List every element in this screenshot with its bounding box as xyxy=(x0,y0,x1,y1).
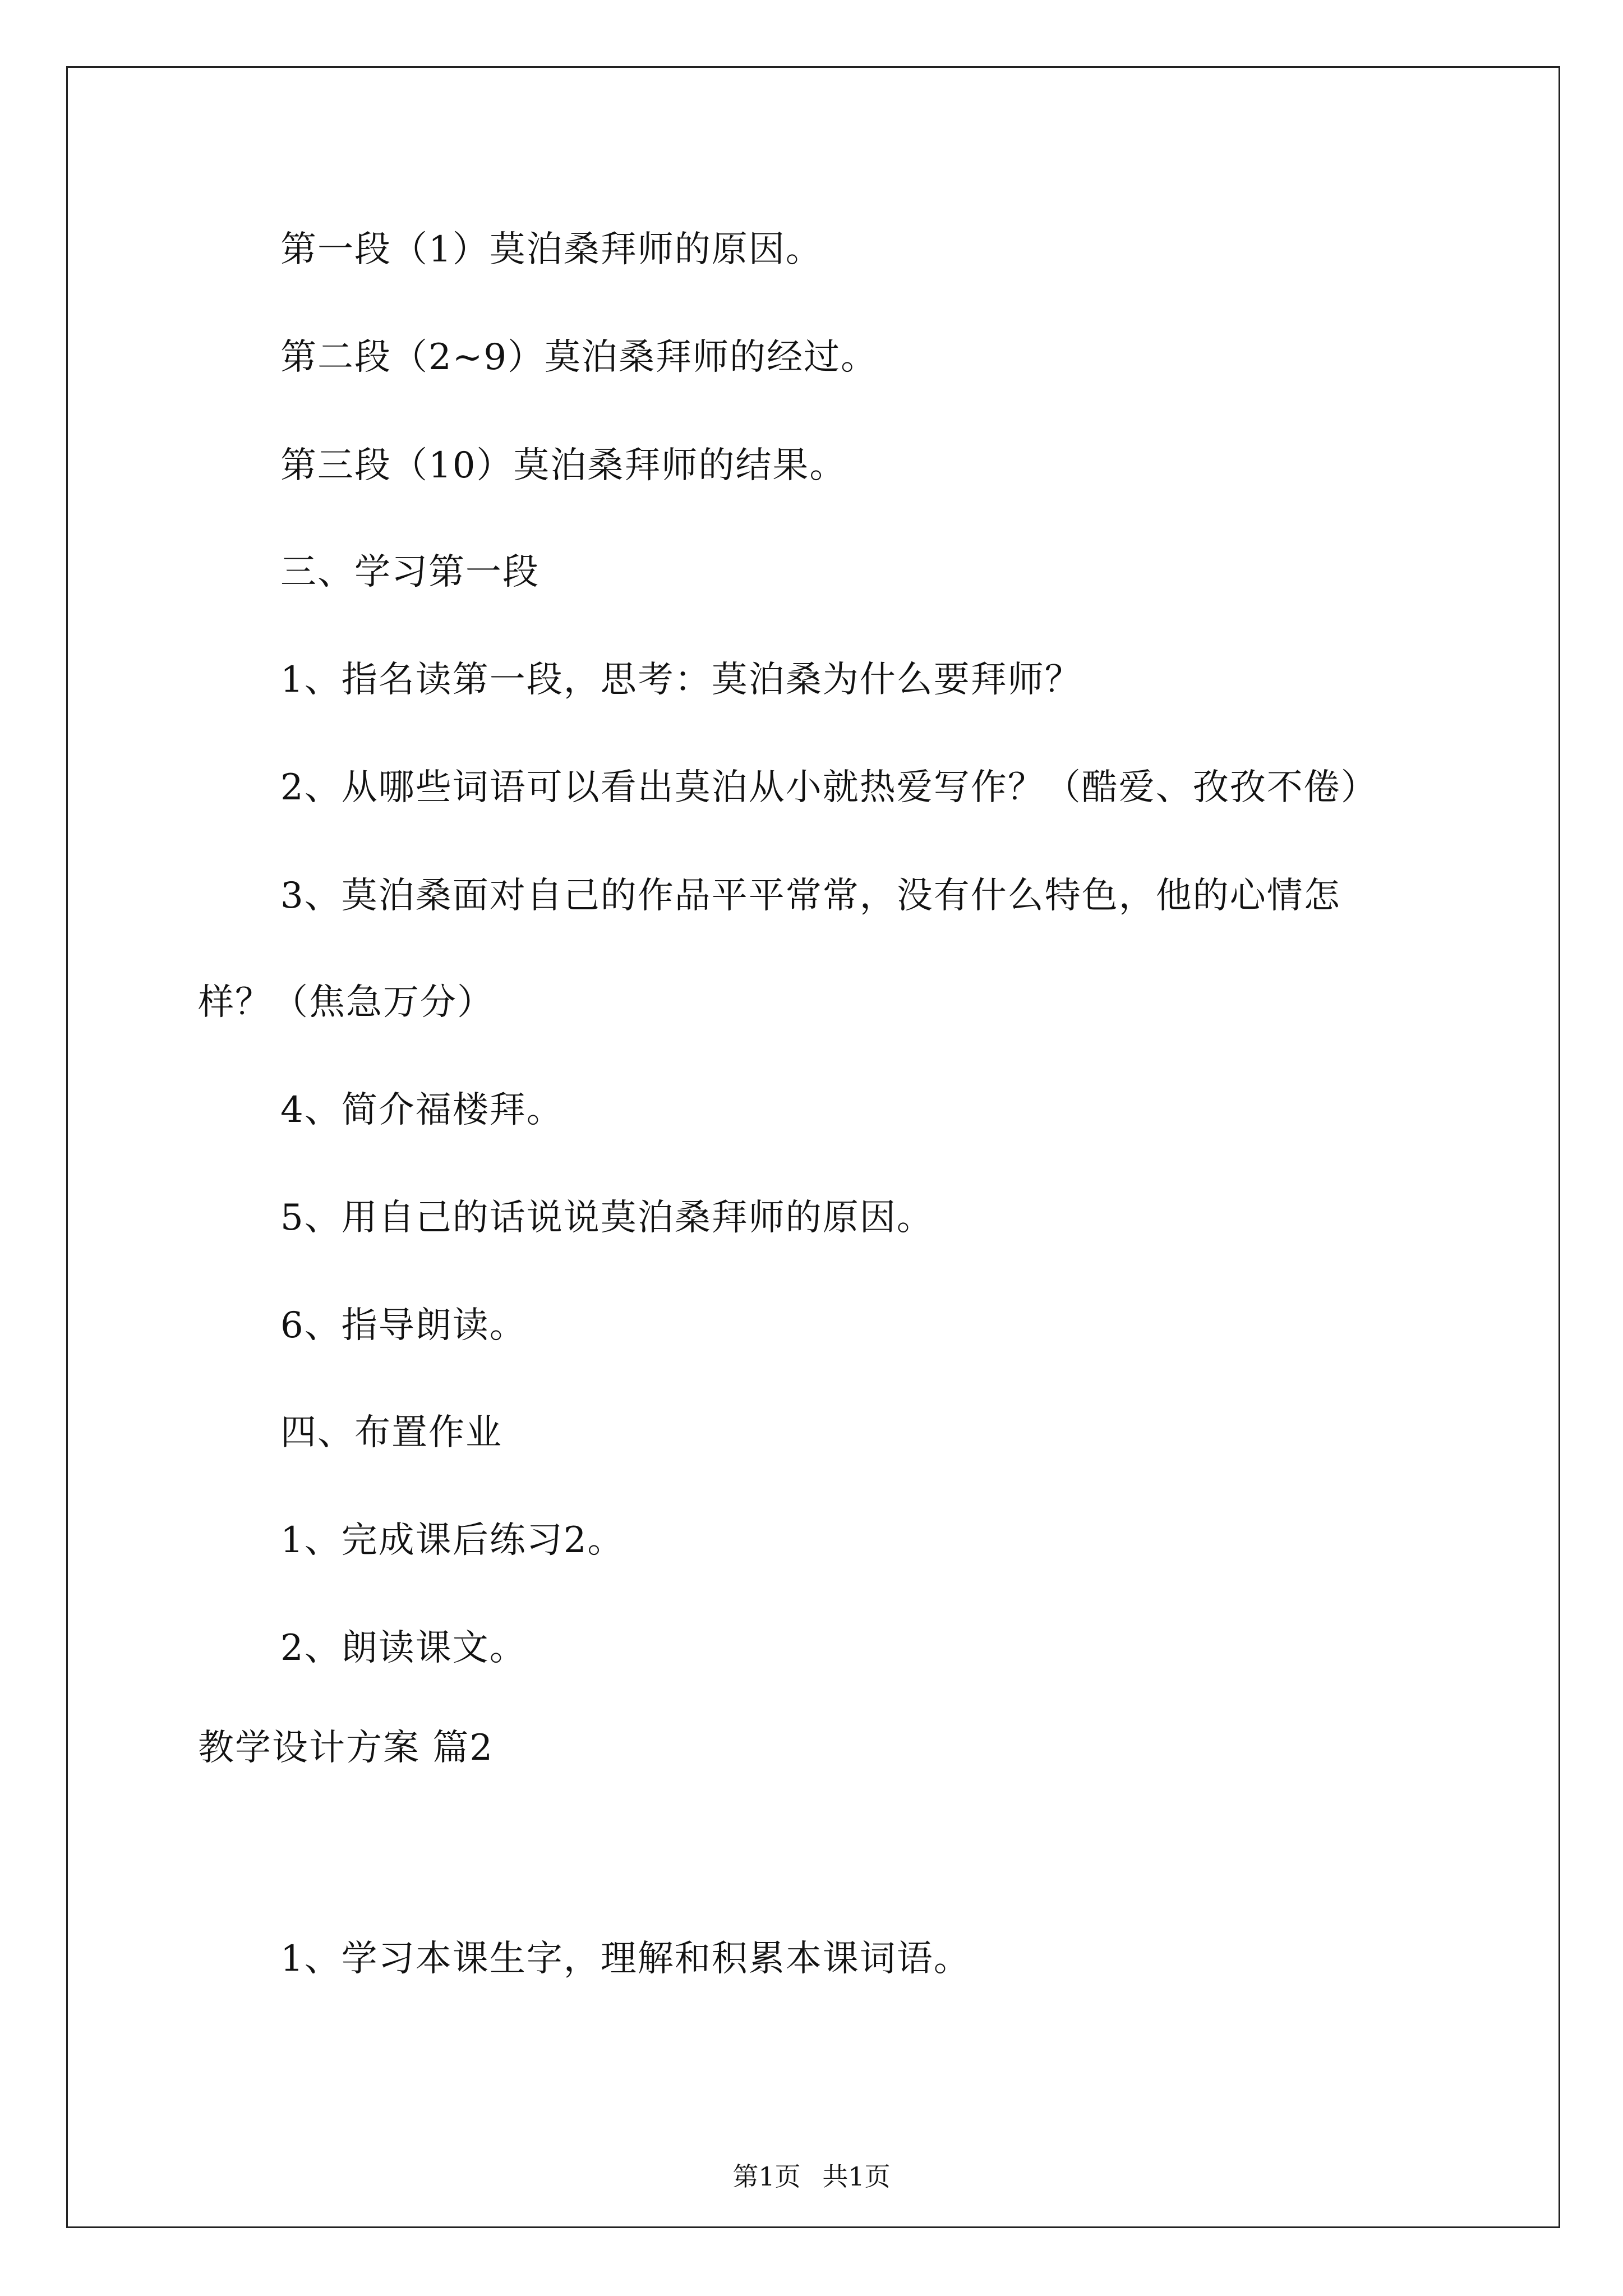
page-number-total: 共1页 xyxy=(822,2161,891,2192)
page-number-current: 第1页 xyxy=(732,2161,801,2192)
list-item-3: 3、莫泊桑面对自己的作品平平常常，没有什么特色，他的心情怎 xyxy=(280,875,1341,917)
objective-item-1: 1、学习本课生字，理解和积累本课词语。 xyxy=(280,1938,971,1980)
list-item-3-continued: 样？（焦急万分） xyxy=(198,982,494,1023)
list-item-6: 6、指导朗读。 xyxy=(280,1305,527,1346)
list-item-2: 2、从哪些词语可以看出莫泊从小就热爱写作？（酷爱、孜孜不倦） xyxy=(280,767,1378,808)
heading-study-first-section: 三、学习第一段 xyxy=(280,551,540,593)
paragraph-section-2: 第二段（2~9）莫泊桑拜师的经过。 xyxy=(280,337,878,378)
list-item-1: 1、指名读第一段，思考：莫泊桑为什么要拜师？ xyxy=(280,659,1082,701)
section-title-plan-2: 教学设计方案 篇2 xyxy=(198,1727,494,1769)
homework-item-1: 1、完成课后练习2。 xyxy=(280,1520,625,1561)
page-border xyxy=(66,66,1560,2228)
heading-assign-homework: 四、布置作业 xyxy=(280,1412,502,1453)
list-item-4: 4、简介福楼拜。 xyxy=(280,1089,564,1131)
paragraph-section-3: 第三段（10）莫泊桑拜师的结果。 xyxy=(280,445,847,486)
list-item-5: 5、用自己的话说说莫泊桑拜师的原因。 xyxy=(280,1197,934,1239)
paragraph-section-1: 第一段（1）莫泊桑拜师的原因。 xyxy=(280,229,823,270)
homework-item-2: 2、朗读课文。 xyxy=(280,1627,527,1669)
page-footer xyxy=(0,2160,1623,2193)
